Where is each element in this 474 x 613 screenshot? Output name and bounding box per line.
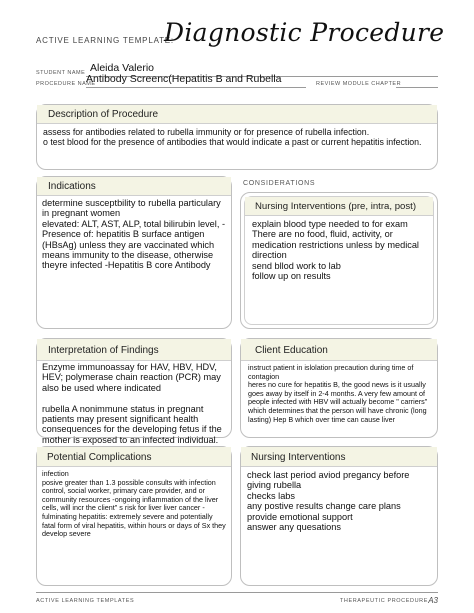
client-education-text[interactable]: instruct patient in islolation precaution during time of contagion heres no cure for hepatitis B, the good news is it usually goes away by itself in 2-4 months. A very few amount of people infected with HBV will actually become " carriers" which determines that the person will have chronic (long lasting) Hep B which over time can cause liver (248, 363, 428, 424)
nursing-interventions-pip-header (245, 197, 433, 216)
template-label: ACTIVE LEARNING TEMPLATE: (36, 36, 174, 45)
interpretation-text[interactable]: Enzyme immunoassay for HAV, HBV, HDV, HEV; polymerase chain reaction (PCR) may also be used where indicated rubella A nonimmune status in pregnant patients may present significant health consequences for the developing fetus if the mother is exposed to an infected individual. (42, 362, 222, 445)
review-module-line (396, 87, 438, 88)
nursing-interventions-section (240, 446, 438, 586)
page-title: Diagnostic Procedure (164, 18, 445, 47)
student-name-value[interactable]: Aleida Valerio (90, 62, 155, 74)
client-education-heading: Client Education (255, 345, 328, 356)
nursing-interventions-header (241, 447, 437, 467)
indications-section (36, 176, 232, 329)
procedure-name-label: PROCEDURE NAME (36, 81, 96, 87)
nursing-interventions-pip-heading: Nursing Interventions (pre, intra, post) (255, 201, 417, 212)
description-text[interactable]: assess for antibodies related to rubella immunity or for presence of rubella infection. o test blood for the presence of antibodies that would indicate a past or current hepatitis infection. (43, 127, 422, 148)
interpretation-heading: Interpretation of Findings (48, 345, 159, 356)
description-heading: Description of Procedure (48, 109, 159, 120)
description-header (37, 105, 437, 124)
description-section (36, 104, 438, 170)
complications-section (36, 446, 232, 586)
footer-procedure-name: THERAPEUTIC PROCEDURE (339, 598, 428, 604)
interpretation-header (37, 339, 231, 361)
indications-text[interactable]: determine susceptbility to rubella particulary in pregnant women elevated: ALT, AST, ALP, total bilirubin level, -Presence of: hepatitis B surface antigen (HBsAg) unless they are vaccinated which means immunity to the disease, otherwise theyre infected -Hepatitis B core Antibody (42, 198, 226, 271)
indications-heading: Indications (48, 181, 96, 192)
page-number: A3 (428, 596, 438, 605)
nursing-interventions-pip-text[interactable]: explain blood type needed to for exam There are no food, fluid, activity, or medication restrictions unless by medical direction send bllod work to lab follow up on results (252, 219, 419, 282)
nursing-interventions-heading: Nursing Interventions (251, 452, 346, 463)
complications-header (37, 447, 231, 467)
review-module-label: REVIEW MODULE CHAPTER (316, 81, 402, 87)
procedure-name-line (86, 87, 306, 88)
nursing-interventions-text[interactable]: check last period aviod pregancy before giving rubella checks labs any postive results change care plans provide emotional support answer any quesations (247, 470, 410, 533)
footer-template-name: ACTIVE LEARNING TEMPLATES (36, 598, 135, 604)
client-education-section (240, 338, 438, 438)
nursing-interventions-pip-box (244, 196, 434, 325)
student-name-label: STUDENT NAME (36, 70, 86, 76)
client-education-header (241, 339, 437, 361)
procedure-name-value[interactable]: Antibody Screenc(Hepatitis B and Rubella (86, 73, 282, 85)
considerations-label: CONSIDERATIONS (243, 180, 316, 187)
interpretation-section (36, 338, 232, 445)
considerations-section (240, 192, 438, 329)
indications-header (37, 177, 231, 196)
footer-divider (36, 592, 438, 593)
complications-heading: Potential Complications (47, 452, 152, 463)
complications-text[interactable]: infection posive greater than 1.3 possible consults with infection control, social worker, primary care provider, and or community resources -ongoing inflammation of the liver cells, will incr the client" s risk for liver liver cancer -fulminating hepatitis: extremely severe and potentially fatal form of viral hepatitis, within hours or days of Sx they develop severe (42, 469, 226, 539)
